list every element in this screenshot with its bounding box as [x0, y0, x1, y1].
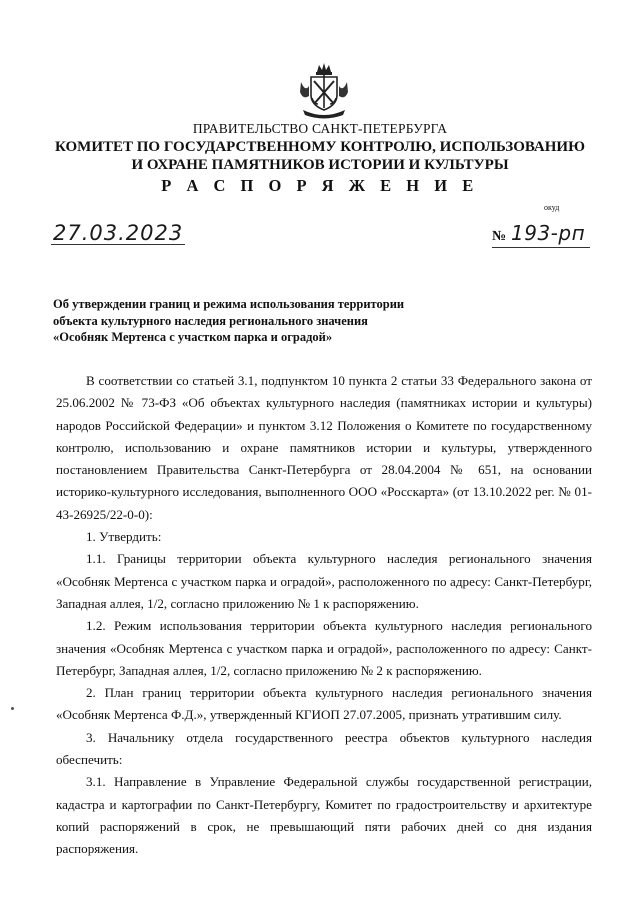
subject-line: «Особняк Мертенса с участком парка и оградой»: [53, 330, 333, 344]
paragraph-1-2: 1.2. Режим использования территории объекта культурного наследия регионального значения «Особняк Мертенса с участком парка и оградой», расположенного по адресу: Санкт-Петербург, Западная аллея, 1/2, согласно приложению № 2 к распоряжению.: [56, 618, 592, 678]
preamble-paragraph: В соответствии со статьей 3.1, подпунктом 10 пункта 2 статьи 33 Федерального закона от 25.06.2002 № 73-ФЗ «Об объектах культурного наследия (памятниках истории и культуры) народов Российской Федерации» и пунктом 3.12 Положения о Комитете по государственному контролю, использованию и охране памятников истории и культуры, утвержденного постановлением Правительства Санкт-Петербурга от 28.04.2004 № 651, на основании историко-культурного исследования, выполненного ООО «Росскарта» (от 13.10.2022 рег. № 01-43-26925/22-0-0):: [56, 373, 592, 522]
subject-line: Об утверждении границ и режима использования территории: [53, 297, 405, 311]
government-title: ПРАВИТЕЛЬСТВО САНКТ-ПЕТЕРБУРГА: [192, 121, 448, 136]
number-value: 193-рп: [511, 221, 586, 245]
document-subject: [53, 296, 404, 346]
okud-label: окуд: [544, 203, 560, 212]
paragraph-1: 1. Утвердить:: [86, 529, 162, 545]
document-body: [56, 370, 592, 861]
number-sign: №: [492, 229, 507, 244]
coat-of-arms-emblem: [297, 62, 351, 120]
scan-speck: [11, 707, 14, 710]
document-date: 27.03.2023: [53, 221, 184, 245]
paragraph-1-1: 1.1. Границы территории объекта культурного наследия регионального значения «Особняк Мертенса с участком парка и оградой», расположенного по адресу: Санкт-Петербург, Западная аллея, 1/2, согласно приложению № 1 к распоряжению.: [56, 551, 592, 611]
paragraph-3: 3. Начальнику отдела государственного реестра объектов культурного наследия обеспечить:: [56, 729, 592, 768]
committee-title-line2: И ОХРАНЕ ПАМЯТНИКОВ ИСТОРИИ И КУЛЬТУРЫ: [131, 157, 509, 173]
committee-title-line1: КОМИТЕТ ПО ГОСУДАРСТВЕННОМУ КОНТРОЛЮ, ИСПОЛЬЗОВАНИЮ: [55, 139, 585, 155]
paragraph-2: 2. План границ территории объекта культурного наследия регионального значения «Особняк Мертенса Ф.Д.», утвержденный КГИОП 27.07.2005, признать утратившим силу.: [56, 685, 592, 723]
document-type-heading: Р А С П О Р Я Ж Е Н И Е: [161, 176, 479, 195]
subject-line: объекта культурного наследия регионального значения: [53, 313, 368, 328]
document-number: [492, 223, 590, 248]
paragraph-3-1: 3.1. Направление в Управление Федеральной службы государственной регистрации, кадастра и картографии по Санкт-Петербургу, Комитет по градостроительству и архитектуре копий распоряжений в срок, не превышающий пяти рабочих дней со дня издания распоряжения.: [56, 774, 592, 857]
